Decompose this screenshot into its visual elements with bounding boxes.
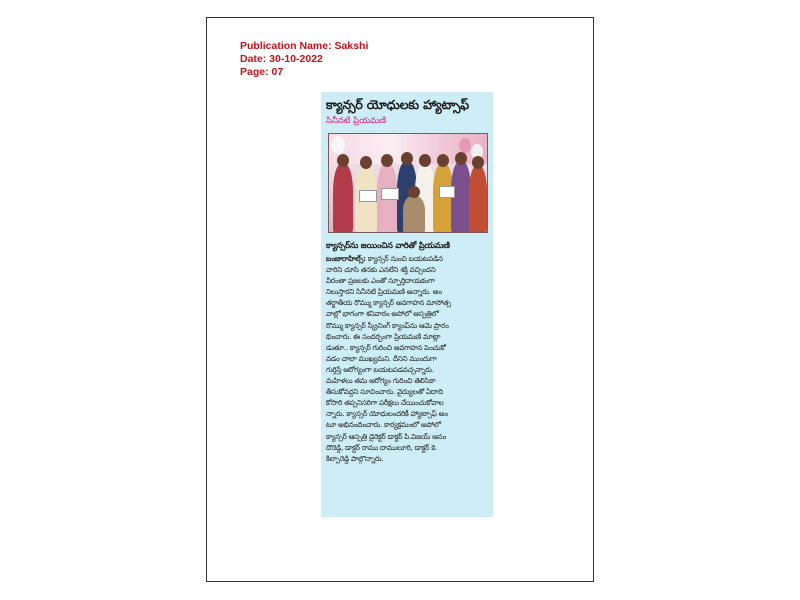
news-clipping: [321, 92, 493, 517]
person-head: [401, 152, 413, 165]
certificate-placard: [439, 186, 455, 198]
article-line: కిల్పారెడ్డి పాల్గొన్నారు.: [326, 453, 384, 463]
article-line: మహిళలు తమ ఆరోగ్యం గురించి తెలిసికా: [326, 376, 436, 386]
person-head: [381, 154, 393, 167]
publication-date: Date: 30-10-2022: [240, 53, 323, 65]
balloon-decoration: [331, 136, 345, 154]
article-line: దొరెడ్డి, డాక్టర్ రాము దాములూరి, డాక్టర్ కె.: [326, 442, 437, 452]
certificate-placard: [359, 190, 377, 202]
article-line: బంజారాహిల్స్: క్యాన్సర్ నుంచి బయటపడిన: [326, 254, 443, 263]
person-head: [408, 186, 420, 198]
article-line: తీసుకోవద్దని సూచించారు. వైద్యులతో ఏదాది: [326, 387, 443, 397]
photo-caption: క్యాన్సర్‌ను జయించిన వారితో ప్రియమణి: [326, 240, 450, 250]
person-figure: [469, 166, 487, 232]
article-line: న్నారు. క్యాన్సర్ యోధులందరికీ హ్యాట్సాఫ్ అం: [326, 409, 448, 419]
article-headline: క్యాన్సర్ యోధులకు హ్యాట్సాఫ్: [326, 97, 469, 112]
article-line: భించారు. ఈ సందర్భంగా ప్రియమణి మాట్లా: [326, 331, 441, 341]
article-line: క్యాన్సర్ ఆస్పత్రి డైరెక్టర్ డాక్టర్ పి.విజయ్ ఆనం: [326, 431, 446, 441]
article-byline: సినీనటి ప్రియమణి: [326, 116, 387, 126]
article-line: తర్జాతీయ రొమ్ము క్యాన్సర్ అవగాహన మాసోత్స: [326, 298, 451, 308]
article-line: నిలుస్తారని సినీనటి ప్రియమణి అన్నారు. అం: [326, 287, 442, 297]
article-line: వడం చాలా ముఖ్యమని. దీనిని ముందుగా: [326, 353, 437, 363]
person-head: [419, 154, 431, 167]
person-head: [337, 154, 349, 167]
balloon-decoration: [459, 138, 471, 153]
article-line: డుతూ.. క్యాన్సర్ గురించి అవగాహన పెంచుకో: [326, 342, 446, 352]
article-line: రొమ్ము క్యాన్సర్ స్క్రీనింగ్ క్యాంప్‌ను ఆమె ప్రారం: [326, 320, 449, 330]
publication-name: Publication Name: Sakshi: [240, 40, 369, 52]
person-figure: [433, 164, 453, 232]
article-photo: [328, 133, 488, 233]
publication-info: [240, 40, 368, 79]
article-line: కోసారి తప్పనిసరిగా పరీక్షలు చేయించుకోవాల: [326, 398, 444, 408]
person-head: [437, 154, 449, 167]
person-figure: [333, 164, 353, 232]
seated-person: [403, 196, 425, 232]
person-head: [455, 152, 467, 165]
article-line: టూ అభినందించారు. కార్యక్రమంలో అపోలో: [326, 420, 441, 430]
publication-page: Page: 07: [240, 66, 284, 78]
person-head: [472, 156, 484, 169]
article-dateline: బంజారాహిల్స్:: [326, 254, 366, 263]
person-head: [360, 156, 372, 169]
certificate-placard: [381, 188, 399, 200]
article-line: వీరంతా ప్రజలకు ఎంతో స్ఫూర్తిదాయకంగా: [326, 276, 435, 286]
article-line: వారిని చూసి తనకు ఎనలేని శక్తి వచ్చిందని: [326, 265, 436, 275]
newspaper-page: [206, 17, 594, 582]
article-line: గుర్తిస్తే ఆరోగ్యంగా బయటపడవచ్చన్నారు.: [326, 364, 434, 374]
article-body: [326, 253, 488, 464]
article-line: వాల్లో భాగంగా శనివారం అపోలో ఆస్పత్రిలో: [326, 309, 439, 319]
